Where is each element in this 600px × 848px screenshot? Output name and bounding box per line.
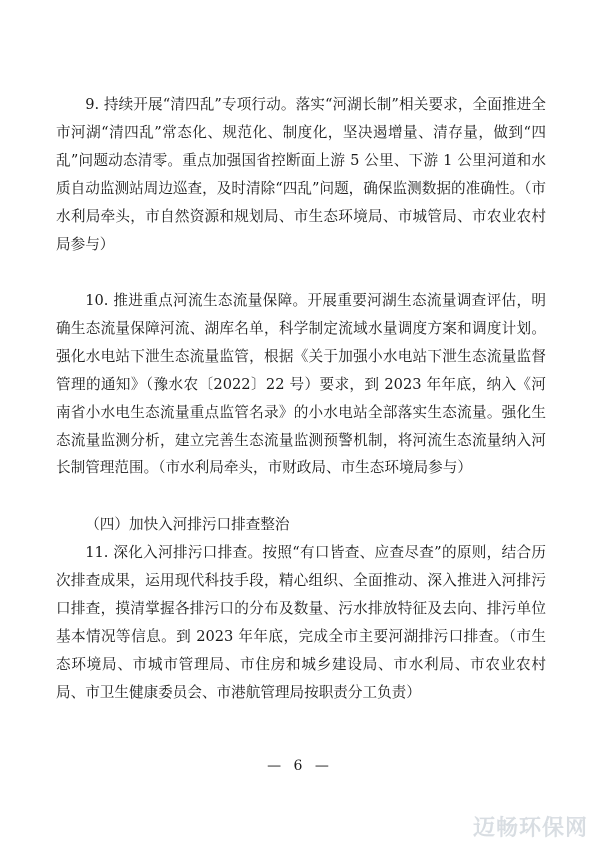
paragraph-11: 11. 深化入河排污口排查。按照“有口皆查、应查尽查”的原则，结合历次排查成果，运用现代科技手段，精心组织、全面推动、深入推进入河排污口排查，摸清掌握各排污口的分布及数量、污水排放特征及去向、排污单位基本情况等信息。到 2023 年年底，完成全市主要河湖排污口排查。（市生态环境局、市城市管理局、市住房和城乡建设局、市水利局、市农业农村局、市卫生健康委员会、市港航管理局按职责分工负责） xyxy=(56,544,546,701)
section-heading: （四）加快入河排污口排查整治 xyxy=(85,516,290,533)
page-number: — 6 — xyxy=(267,758,333,774)
paragraph-10: 10. 推进重点河流生态流量保障。开展重要河湖生态流量调查评估，明确生态流量保障河流、湖库名单，科学制定流域水量调度方案和调度计划。强化水电站下泄生态流量监管，根据《关于加强小水电站下泄生态流量监督管理的通知》（豫水农〔2022〕22 号）要求，到 2023 年年底，纳入《河南省小水电生态流量重点监管名录》的小水电站全部落实生态流量。强化生态流量监测分析，建立完善生态流量监测预警机制，将河流生态流量纳入河长制管理范围。（市水利局牵头，市财政局、市生态环境局参与） xyxy=(56,292,546,477)
watermark-logo: 迈畅环保网 xyxy=(472,816,588,841)
paragraph-9: 9. 持续开展“清四乱”专项行动。落实“河湖长制”相关要求，全面推进全市河湖“清四乱”常态化、规范化、制度化，坚决遏增量、清存量，做到“四乱”问题动态清零。重点加强国省控断面上游 5 公里、下游 1 公里河道和水质自动监测站周边巡查，及时清除“四乱”问题，确保监测数据的准确性。（市水利局牵头，市自然资源和规划局、市生态环境局、市城管局、市农业农村局参与） xyxy=(56,96,546,253)
